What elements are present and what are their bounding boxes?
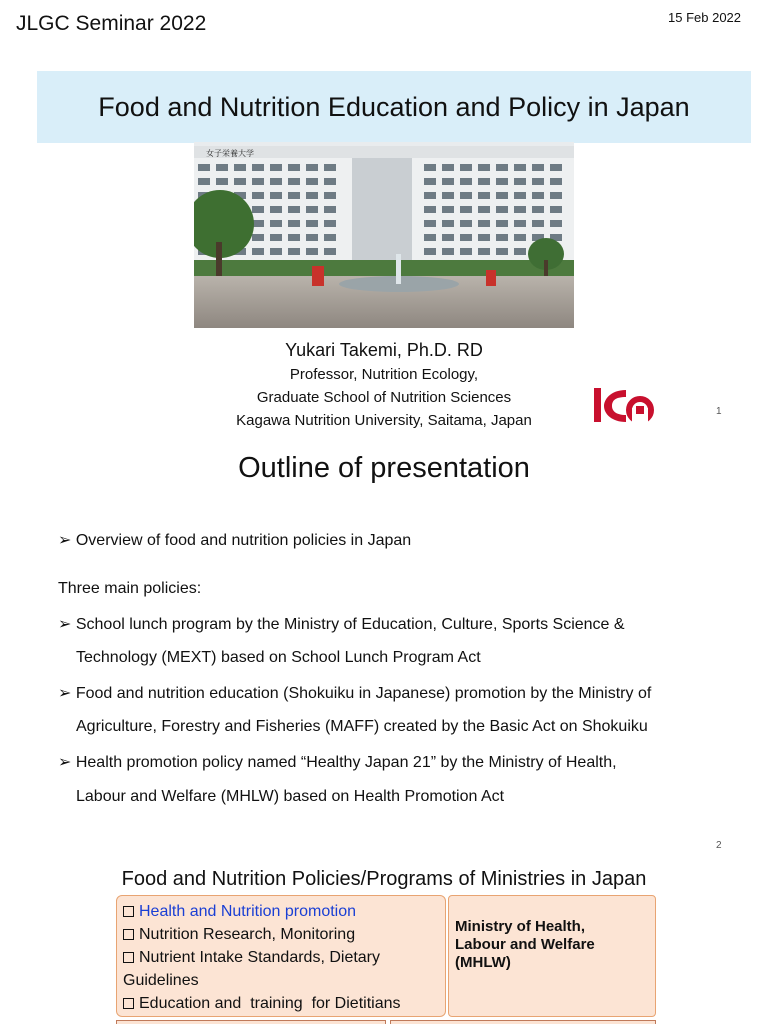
- program-item-continuation: [123, 969, 439, 992]
- window: [288, 192, 300, 199]
- window: [460, 206, 472, 213]
- window: [288, 178, 300, 185]
- window: [270, 192, 282, 199]
- window: [460, 192, 472, 199]
- outline-text: Three main policies:: [58, 580, 202, 597]
- window: [252, 206, 264, 213]
- window: [550, 178, 562, 185]
- window: [550, 220, 562, 227]
- checkbox-icon: [123, 952, 134, 963]
- window: [270, 220, 282, 227]
- window: [514, 234, 526, 241]
- window: [460, 164, 472, 171]
- window: [198, 178, 210, 185]
- affiliation-line: Professor, Nutrition Ecology,: [289, 366, 479, 383]
- window: [550, 192, 562, 199]
- ministry-name-box: [448, 895, 656, 1017]
- checkbox-icon: [123, 906, 134, 917]
- ministry-name-line: (MHLW): [455, 954, 511, 971]
- outline-bullet: ➢ Overview of food and nutrition policies in Japan: [58, 532, 412, 549]
- date-label: 15 Feb 2022: [668, 10, 742, 25]
- window: [460, 220, 472, 227]
- mhlw-programs-box: [116, 895, 446, 1017]
- ministries-title: Food and Nutrition Policies/Programs of Ministries in Japan: [121, 868, 647, 890]
- window: [442, 206, 454, 213]
- outline-text: Technology (MEXT) based on School Lunch Program Act: [76, 649, 481, 666]
- window: [252, 248, 264, 255]
- ministry-name-line: Labour and Welfare: [455, 936, 595, 953]
- window: [252, 234, 264, 241]
- window: [324, 178, 336, 185]
- window: [496, 220, 508, 227]
- window: [460, 248, 472, 255]
- window: [306, 164, 318, 171]
- window: [460, 178, 472, 185]
- next-box-edge: [390, 1020, 656, 1024]
- window: [252, 178, 264, 185]
- outline-bullet: ➢ Health promotion policy named “Healthy Japan 21” by the Ministry of Health,: [58, 754, 617, 771]
- window: [198, 164, 210, 171]
- window: [478, 248, 490, 255]
- window: [288, 248, 300, 255]
- window: [514, 220, 526, 227]
- window: [496, 178, 508, 185]
- window: [324, 206, 336, 213]
- window: [424, 234, 436, 241]
- window: [442, 178, 454, 185]
- window: [324, 192, 336, 199]
- window: [252, 164, 264, 171]
- window: [424, 248, 436, 255]
- window: [442, 220, 454, 227]
- university-logo: [592, 384, 656, 426]
- window: [424, 192, 436, 199]
- window: [306, 178, 318, 185]
- seminar-label: JLGC Seminar 2022: [16, 12, 207, 35]
- program-label: Guidelines: [123, 972, 199, 989]
- window: [442, 234, 454, 241]
- window: [270, 164, 282, 171]
- window: [496, 234, 508, 241]
- window: [270, 234, 282, 241]
- page-number: 1: [716, 406, 722, 417]
- window: [460, 234, 472, 241]
- checkbox-icon: [123, 998, 134, 1009]
- author-name: Yukari Takemi, Ph.D. RD: [285, 340, 483, 360]
- window: [442, 192, 454, 199]
- window: [532, 220, 544, 227]
- window: [532, 178, 544, 185]
- window: [496, 206, 508, 213]
- window: [424, 178, 436, 185]
- program-item: [123, 923, 439, 946]
- window: [324, 220, 336, 227]
- window: [424, 164, 436, 171]
- outline-title: Outline of presentation: [238, 452, 530, 484]
- university-building-photo: [194, 142, 574, 328]
- window: [306, 234, 318, 241]
- program-label: Education and training for Dietitians: [139, 995, 401, 1012]
- checkbox-icon: [123, 929, 134, 940]
- window: [324, 164, 336, 171]
- window: [532, 206, 544, 213]
- window: [270, 206, 282, 213]
- window: [442, 164, 454, 171]
- window: [442, 248, 454, 255]
- window: [496, 192, 508, 199]
- building-sign: 女子栄養大学: [206, 149, 254, 158]
- outline-text: Labour and Welfare (MHLW) based on Health Promotion Act: [76, 788, 505, 805]
- window: [216, 178, 228, 185]
- window: [496, 164, 508, 171]
- program-label: Health and Nutrition promotion: [139, 903, 357, 920]
- window: [514, 248, 526, 255]
- window: [514, 164, 526, 171]
- window: [270, 248, 282, 255]
- window: [324, 248, 336, 255]
- window: [532, 192, 544, 199]
- window: [424, 220, 436, 227]
- window: [478, 178, 490, 185]
- program-label: Nutrient Intake Standards, Dietary: [139, 949, 381, 966]
- window: [216, 164, 228, 171]
- window: [478, 164, 490, 171]
- window: [324, 234, 336, 241]
- window: [288, 164, 300, 171]
- program-item: [123, 992, 439, 1015]
- program-label: Nutrition Research, Monitoring: [139, 926, 356, 943]
- window: [496, 248, 508, 255]
- window: [234, 164, 246, 171]
- next-box-edge: [116, 1020, 386, 1024]
- window: [514, 178, 526, 185]
- window: [306, 206, 318, 213]
- window: [424, 206, 436, 213]
- outline-bullet: ➢ Food and nutrition education (Shokuiku in Japanese) promotion by the Ministry of: [58, 685, 652, 702]
- window: [288, 234, 300, 241]
- window: [270, 178, 282, 185]
- window: [550, 164, 562, 171]
- program-item: [123, 900, 439, 923]
- window: [306, 248, 318, 255]
- window: [514, 192, 526, 199]
- title-banner: [37, 71, 751, 143]
- slide-title: Food and Nutrition Education and Policy in Japan: [98, 91, 690, 122]
- window: [288, 220, 300, 227]
- outline-bullet: ➢ School lunch program by the Ministry of Education, Culture, Sports Science &: [58, 616, 625, 633]
- window: [550, 206, 562, 213]
- outline-text: Agriculture, Forestry and Fisheries (MAFF) created by the Basic Act on Shokuiku: [76, 718, 648, 735]
- window: [478, 206, 490, 213]
- page-number: 2: [716, 840, 722, 851]
- ministry-name-line: Ministry of Health,: [455, 918, 586, 935]
- window: [234, 178, 246, 185]
- window: [252, 192, 264, 199]
- affiliation-line: Graduate School of Nutrition Sciences: [256, 389, 512, 406]
- affiliation-line: Kagawa Nutrition University, Saitama, Japan: [236, 412, 532, 429]
- window: [288, 206, 300, 213]
- window: [514, 206, 526, 213]
- window: [478, 234, 490, 241]
- window: [532, 164, 544, 171]
- window: [306, 220, 318, 227]
- window: [478, 192, 490, 199]
- window: [478, 220, 490, 227]
- program-item: [123, 946, 439, 969]
- window: [306, 192, 318, 199]
